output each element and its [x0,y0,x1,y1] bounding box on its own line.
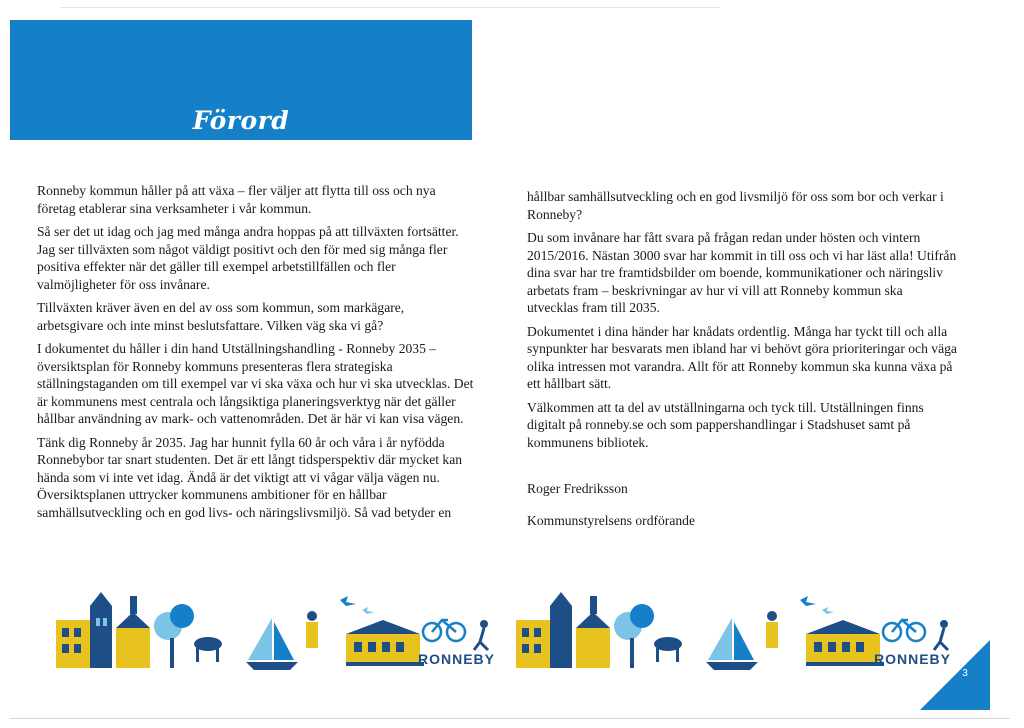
paragraph: Välkommen att ta del av utställningarna och tyck till. Utställningen finns digitalt på ronneby.se och som pappershandlingar i Stadshuset samt på kommunens bibliotek. [527,399,924,450]
left-column [37,182,474,527]
right-column [527,188,957,457]
paragraph: hållbar samhällsutveckling och en god livsmiljö för oss som bor och verkar i Ronneby? [527,189,944,222]
paragraph: Tillväxten kräver även en del av oss som kommun, som markägare, arbetsgivare och inte minst beslutsfattare. Vilken väg ska vi gå? [37,300,405,333]
town-illustration-strip [50,588,980,673]
paragraph: Ronneby kommun håller på att växa – fler väljer att flytta till oss och nya företag etablerar sina verksamheter i vår kommun. [37,183,436,216]
ronneby-logo-text: RONNEBY [874,651,952,667]
paragraph: Dokumentet i dina händer har knådats ordentlig. Många har tyckt till och alla synpunkter har besvarats men ibland har vi behövt göra prioriteringar och väga olika intressen mot varandra. Allt för att Ronneby kommun ska kunna växa på ett hållbart sätt. [527,323,957,391]
signature-role: Kommunstyrelsens ordförande [527,513,695,528]
page-number: 3 [962,668,968,679]
paragraph: Du som invånare har fått svara på frågan redan under hösten och vintern 2015/2016. Nästan 3000 svar har kommit in till oss och vi har läst alla! Utifrån dina svar har tre framtidsbilder om boende, kommunikationer och näringsliv arbetats fram – beskrivningar av hur vi vill att Ronneby kommun ska utvecklas fram till 2035. [527,230,957,315]
paragraph: Tänk dig Ronneby år 2035. Jag har hunnit fylla 60 år och våra i år nyfödda Ronnebybor tar snart studenten. Det är ett långt tidsperspektiv där mycket kan hända som vi inte vet idag. Ändå är det viktigt att vi vågar välja vägen nu. Översiktsplanen uttrycker kommunens ambitioner för en hållbar samhällsutveckling och en god livs- och näringslivsmiljö. Så vad betyder en [37,434,463,520]
paragraph: I dokumentet du håller i din hand Utställningshandling - Ronneby 2035 – översiktsplan för Ronneby kommuns presenteras flera strategiska ställningstaganden om till exempel var vi ska växa och hur vi ska utvecklas. Det är kommunens mest centrala och långsiktiga planeringsverktyg när det gäller hållbar användning av mark- och vattenområden. Det är här vi kan visa vägen. [37,341,474,426]
paragraph: Så ser det ut idag och jag med många andra hoppas på att tillväxten fortsätter. Jag ser tillväxten som något väldigt positivt och den för med sig många fler positiva effekter när det gäller till exempel arbetstillfällen och fler valmöjligheter för oss invånare. [37,224,459,292]
bottom-rule [10,718,1010,719]
top-rule [60,7,720,8]
signature-name: Roger Fredriksson [527,481,628,496]
header-banner [10,20,472,140]
ronneby-logo-text: RONNEBY [418,651,496,667]
page-title: Förord [192,106,290,135]
